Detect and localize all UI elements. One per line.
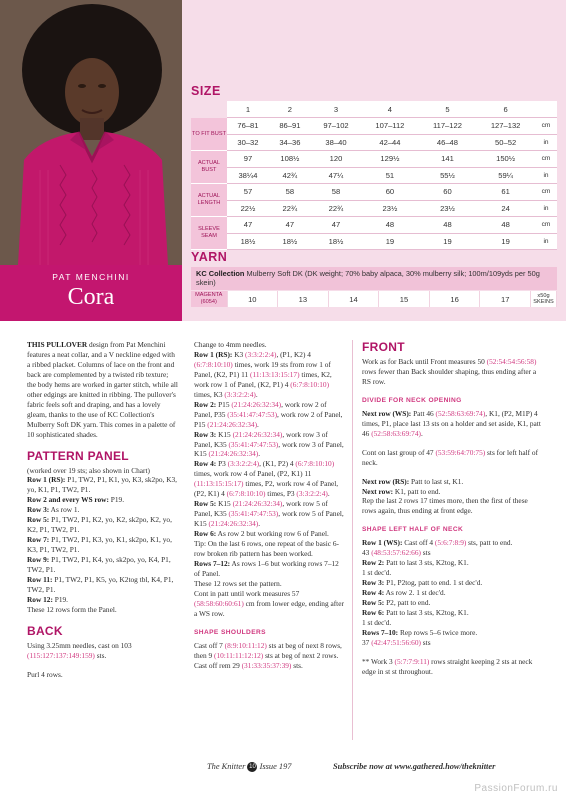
row-label: ACTUAL BUST bbox=[191, 151, 227, 184]
pattern-text: Row 3: P1, P2tog, patt to end. 1 st dec'd. bbox=[362, 578, 483, 588]
pattern-text: Row 1 (RS): P1, TW2, P1, K1, yo, K3, sk2po, K3, yo, K1, P1, TW2, P1. bbox=[27, 475, 178, 495]
pattern-panel-heading: PATTERN PANEL bbox=[27, 448, 129, 463]
page-number: 10 bbox=[249, 764, 256, 770]
size-cell: 107–112 bbox=[361, 118, 419, 135]
footer-magazine: The Knitter 10 Issue 197 bbox=[207, 762, 292, 771]
size-cell: 30–32 bbox=[227, 134, 269, 151]
size-cell: 117–122 bbox=[419, 118, 477, 135]
size-cell: 22¾ bbox=[269, 200, 311, 217]
size-cell: 55½ bbox=[419, 167, 477, 184]
unit-cell: in bbox=[535, 134, 557, 151]
size-row bbox=[191, 118, 557, 135]
size-table bbox=[191, 101, 557, 250]
size-cell: 58 bbox=[269, 184, 311, 201]
yarn-cell: 13 bbox=[278, 291, 329, 307]
shape-left-neck-heading: SHAPE LEFT HALF OF NECK bbox=[362, 526, 464, 534]
size-cell: 59¼ bbox=[476, 167, 535, 184]
pattern-text: (worked over 19 sts; also shown in Chart) bbox=[27, 465, 150, 475]
yarn-heading: YARN bbox=[191, 250, 228, 264]
size-cell: 42¾ bbox=[269, 167, 311, 184]
column-3 bbox=[362, 340, 542, 677]
model-photo bbox=[0, 0, 182, 265]
pattern-text: Work as for Back until Front measures 50 (52:54:54:56:58) rows fewer than Back shoulder shaping, thus ending after a RS row. bbox=[362, 357, 537, 386]
size-cell: 48 bbox=[361, 217, 419, 234]
pattern-text: 1 st dec'd. bbox=[362, 617, 392, 627]
unit-cell: cm bbox=[535, 151, 557, 168]
size-cell: 57 bbox=[227, 184, 269, 201]
size-col: 5 bbox=[419, 101, 477, 118]
size-cell: 47 bbox=[227, 217, 269, 234]
size-cell: 46–48 bbox=[419, 134, 477, 151]
pattern-text: Cast off 7 (8:9:10:11:12) sts at beg of next 8 rows, then 9 (10:11:11:12:12) sts at beg of next 2 rows. bbox=[194, 640, 342, 660]
size-cell: 48 bbox=[476, 217, 535, 234]
unit-cell: cm bbox=[535, 118, 557, 135]
title-banner bbox=[0, 265, 182, 321]
size-cell: 47 bbox=[269, 217, 311, 234]
pattern-text: Row 5: K15 (21:24:26:32:34), work row 5 of Panel, K35 (35:41:47:47:53), work row 5 of Panel, K15 (21:24:26:32:34). bbox=[194, 499, 344, 529]
size-cell: 22½ bbox=[227, 200, 269, 217]
pattern-text: Rows 7–10: Rep rows 5–6 twice more. bbox=[362, 627, 478, 637]
yarn-table bbox=[191, 291, 557, 307]
size-cell: 38¼4 bbox=[227, 167, 269, 184]
size-table-header bbox=[191, 101, 557, 118]
size-cell: 19 bbox=[361, 233, 419, 250]
size-cell: 18½ bbox=[227, 233, 269, 250]
pattern-text: Change to 4mm needles. bbox=[194, 340, 267, 349]
size-cell: 108½ bbox=[269, 151, 311, 168]
pattern-text: Row 4: P3 (3:3:2:2:4), (K1, P2) 4 (6:7:8:10:10) times, work row 4 of Panel, (P2, K1) 11 (11:13:15:15:17) times, P2, work row 4 of Panel, (P2, K1) 4 (6:7:8:10:10) times, P3 (3:3:2:2:4). bbox=[194, 459, 339, 499]
yarn-cell: 15 bbox=[379, 291, 430, 307]
pattern-title: Cora bbox=[67, 284, 115, 310]
shade-label: MAGENTA (6054) bbox=[191, 291, 227, 307]
yarn-cell: 10 bbox=[227, 291, 278, 307]
pattern-text: Row 6: Patt to last 3 sts, K2tog, K1. bbox=[362, 608, 469, 618]
pattern-text: Row 7: P1, TW2, P1, K3, yo, K1, sk2po, K1, yo, K3, P1, TW2, P1. bbox=[27, 535, 172, 555]
column-2 bbox=[194, 340, 346, 671]
pattern-text: These 12 rows set the pattern. bbox=[194, 578, 282, 588]
size-cell: 86–91 bbox=[269, 118, 311, 135]
row-label: SLEEVE SEAM bbox=[191, 217, 227, 250]
size-cell: 24 bbox=[476, 200, 535, 217]
size-cell: 51 bbox=[361, 167, 419, 184]
pattern-text: These 12 rows form the Panel. bbox=[27, 604, 117, 614]
pattern-text: Row 5: P1, TW2, P1, K2, yo, K2, sk2po, K2, yo, K2, P1, TW2, P1. bbox=[27, 515, 172, 535]
pattern-text: 1 st dec'd. bbox=[362, 568, 392, 578]
size-cell: 38–40 bbox=[311, 134, 361, 151]
size-row bbox=[191, 151, 557, 168]
unit-cell: cm bbox=[535, 217, 557, 234]
pattern-text: Cont in patt until work measures 57 (58:58:60:60:61) cm from lower edge, ending after a WS row. bbox=[194, 588, 344, 618]
divide-neck-heading: DIVIDE FOR NECK OPENING bbox=[362, 396, 462, 404]
pattern-text: Row 5: P2, patt to end. bbox=[362, 598, 431, 608]
yarn-cell: 16 bbox=[429, 291, 480, 307]
pattern-text: Row 3: As row 1. bbox=[27, 505, 80, 515]
row-label: TO FIT BUST bbox=[191, 118, 227, 151]
watermark: PassionForum.ru bbox=[474, 783, 558, 794]
size-cell: 97–102 bbox=[311, 118, 361, 135]
size-cell: 23½ bbox=[361, 200, 419, 217]
pattern-text: ** Work 3 (5:7:7:9:11) rows straight keeping 2 sts at neck edge in st st throughout. bbox=[362, 656, 533, 676]
pattern-text: Using 3.25mm needles, cast on 103 (115:127:137:149:159) sts. bbox=[27, 640, 132, 660]
back-heading: BACK bbox=[27, 623, 63, 638]
size-row bbox=[191, 217, 557, 234]
size-col: 1 bbox=[227, 101, 269, 118]
yarn-row bbox=[191, 291, 557, 307]
size-cell: 22¾ bbox=[311, 200, 361, 217]
pattern-text: Row 1 (WS): Cast off 4 (5:6:7:8:9) sts, patt to end. bbox=[362, 538, 513, 548]
pattern-text: Row 3: K15 (21:24:26:32:34), work row 3 of Panel, K35 (35:41:47:47:53), work row 3 of Panel, K15 (21:24:26:32:34). bbox=[194, 429, 344, 459]
size-cell: 23½ bbox=[419, 200, 477, 217]
size-col: 3 bbox=[311, 101, 361, 118]
size-cell: 48 bbox=[419, 217, 477, 234]
size-cell: 34–36 bbox=[269, 134, 311, 151]
size-cell: 129½ bbox=[361, 151, 419, 168]
yarn-description: KC Collection Mulberry Soft DK (DK weight; 70% baby alpaca, 30% mulberry silk; 100m/109yds per 50g skein) bbox=[191, 267, 557, 290]
unit-cell: cm bbox=[535, 184, 557, 201]
size-cell: 150½ bbox=[476, 151, 535, 168]
size-cell: 60 bbox=[419, 184, 477, 201]
pattern-text: Cont on last group of 47 (53:59:64:70:75) sts for left half of neck. bbox=[362, 447, 539, 467]
size-cell: 18½ bbox=[311, 233, 361, 250]
size-cell: 58 bbox=[311, 184, 361, 201]
column-1 bbox=[27, 340, 179, 680]
pattern-text: Next row (WS): Patt 46 (52:58:63:69:74), K1, (P2, M1P) 4 times, P1, place last 13 sts on a holder and set aside, K1, patt 46 (52:58:63:69:74). bbox=[362, 408, 541, 438]
size-cell: 120 bbox=[311, 151, 361, 168]
size-cell: 19 bbox=[419, 233, 477, 250]
pattern-text: Next row (RS): Patt to last st, K1. bbox=[362, 476, 464, 486]
size-cell: 76–81 bbox=[227, 118, 269, 135]
size-cell: 47¼ bbox=[311, 167, 361, 184]
pattern-text: Cast off rem 29 (31:33:35:37:39) sts. bbox=[194, 660, 303, 670]
unit-cell: in bbox=[535, 233, 557, 250]
yarn-cell: 14 bbox=[328, 291, 379, 307]
size-cell: 50–52 bbox=[476, 134, 535, 151]
front-heading: FRONT bbox=[362, 340, 405, 354]
intro-paragraph: THIS PULLOVER design from Pat Menchini features a neat collar, and a V neckline edged with a ribbed placket. Columns of lace on the front and back are complemented by a twisted rib texture; the body hems are worked in garter stitch, while all other edgings are knitted in ribbing. The pullover's fabric feels soft and draping, and has a lovely gleam, thanks to the use of KC Collection's Mulberry Soft DK yarn. This comes in a palette of 10 sophisticated shades. bbox=[27, 340, 178, 439]
pattern-text: Row 2: Patt to last 3 sts, K2tog, K1. bbox=[362, 558, 469, 568]
pattern-text: 37 (42:47:51:56:60) sts bbox=[362, 637, 431, 647]
size-cell: 19 bbox=[476, 233, 535, 250]
size-col: 6 bbox=[476, 101, 535, 118]
pattern-text: Row 2 and every WS row: P19. bbox=[27, 495, 125, 505]
pattern-text: Row 9: P1, TW2, P1, K4, yo, sk2po, yo, K4, P1, TW2, P1. bbox=[27, 555, 171, 575]
unit-cell: in bbox=[535, 200, 557, 217]
pattern-text: Row 6: As row 2 but working row 6 of Panel. bbox=[194, 529, 329, 539]
size-row bbox=[191, 167, 557, 184]
pattern-text: Purl 4 rows. bbox=[27, 669, 63, 679]
pattern-text: Row 1 (RS): K3 (3:3:2:2:4), (P1, K2) 4 (6:7:8:10:10) times, work 19 sts from row 1 of Panel, (K2, P1) 11 (11:13:13:15:17) times, K2, work row 1 of Panel, (K2, P1) 4 (6:7:8:10:10) times, K3 (3:3:2:2:4). bbox=[194, 349, 332, 399]
pattern-text: Rows 7–12: As rows 1–6 but working rows 7–12 of Panel. bbox=[194, 558, 339, 578]
pattern-text: Row 4: As row 2. 1 st dec'd. bbox=[362, 588, 446, 598]
size-col: 4 bbox=[361, 101, 419, 118]
size-cell: 42–44 bbox=[361, 134, 419, 151]
pattern-text: Row 2: P15 (21:24:26:32:34), work row 2 of Panel, P35 (35:41:47:47:53), work row 2 of Panel, P15 (21:24:26:32:34). bbox=[194, 399, 343, 429]
pattern-text: 43 (48:53:57:62:66) sts bbox=[362, 548, 431, 558]
size-row bbox=[191, 184, 557, 201]
size-cell: 97 bbox=[227, 151, 269, 168]
column-divider bbox=[352, 340, 353, 740]
size-row bbox=[191, 233, 557, 250]
size-cell: 18½ bbox=[269, 233, 311, 250]
yarn-unit: x50g SKEINS bbox=[531, 291, 557, 307]
footer-subscribe-link[interactable]: Subscribe now at www.gathered.how/theknitter bbox=[333, 762, 496, 771]
size-row bbox=[191, 200, 557, 217]
size-row bbox=[191, 134, 557, 151]
size-heading: SIZE bbox=[191, 84, 221, 98]
size-cell: 127–132 bbox=[476, 118, 535, 135]
pattern-text: Row 12: P19. bbox=[27, 594, 69, 604]
unit-cell: in bbox=[535, 167, 557, 184]
pattern-text: Next row: K1, patt to end. bbox=[362, 486, 441, 496]
size-col: 2 bbox=[269, 101, 311, 118]
size-cell: 47 bbox=[311, 217, 361, 234]
size-cell: 60 bbox=[361, 184, 419, 201]
row-label: ACTUAL LENGTH bbox=[191, 184, 227, 217]
page-footer bbox=[0, 762, 566, 776]
pattern-text: Rep the last 2 rows 17 times more, then the first of these rows again, thus ending at front edge. bbox=[362, 496, 528, 516]
pattern-text: Row 11: P1, TW2, P1, K5, yo, K2tog tbl, K4, P1, TW2, P1. bbox=[27, 575, 174, 594]
yarn-cell: 17 bbox=[480, 291, 531, 307]
size-cell: 141 bbox=[419, 151, 477, 168]
shape-shoulders-heading: SHAPE SHOULDERS bbox=[194, 628, 266, 636]
pattern-text: Tip: On the last 6 rows, one repeat of the basic 6-row broken rib pattern has been worked. bbox=[194, 539, 339, 559]
designer-name: PAT MENCHINI bbox=[52, 272, 130, 282]
size-cell: 61 bbox=[476, 184, 535, 201]
